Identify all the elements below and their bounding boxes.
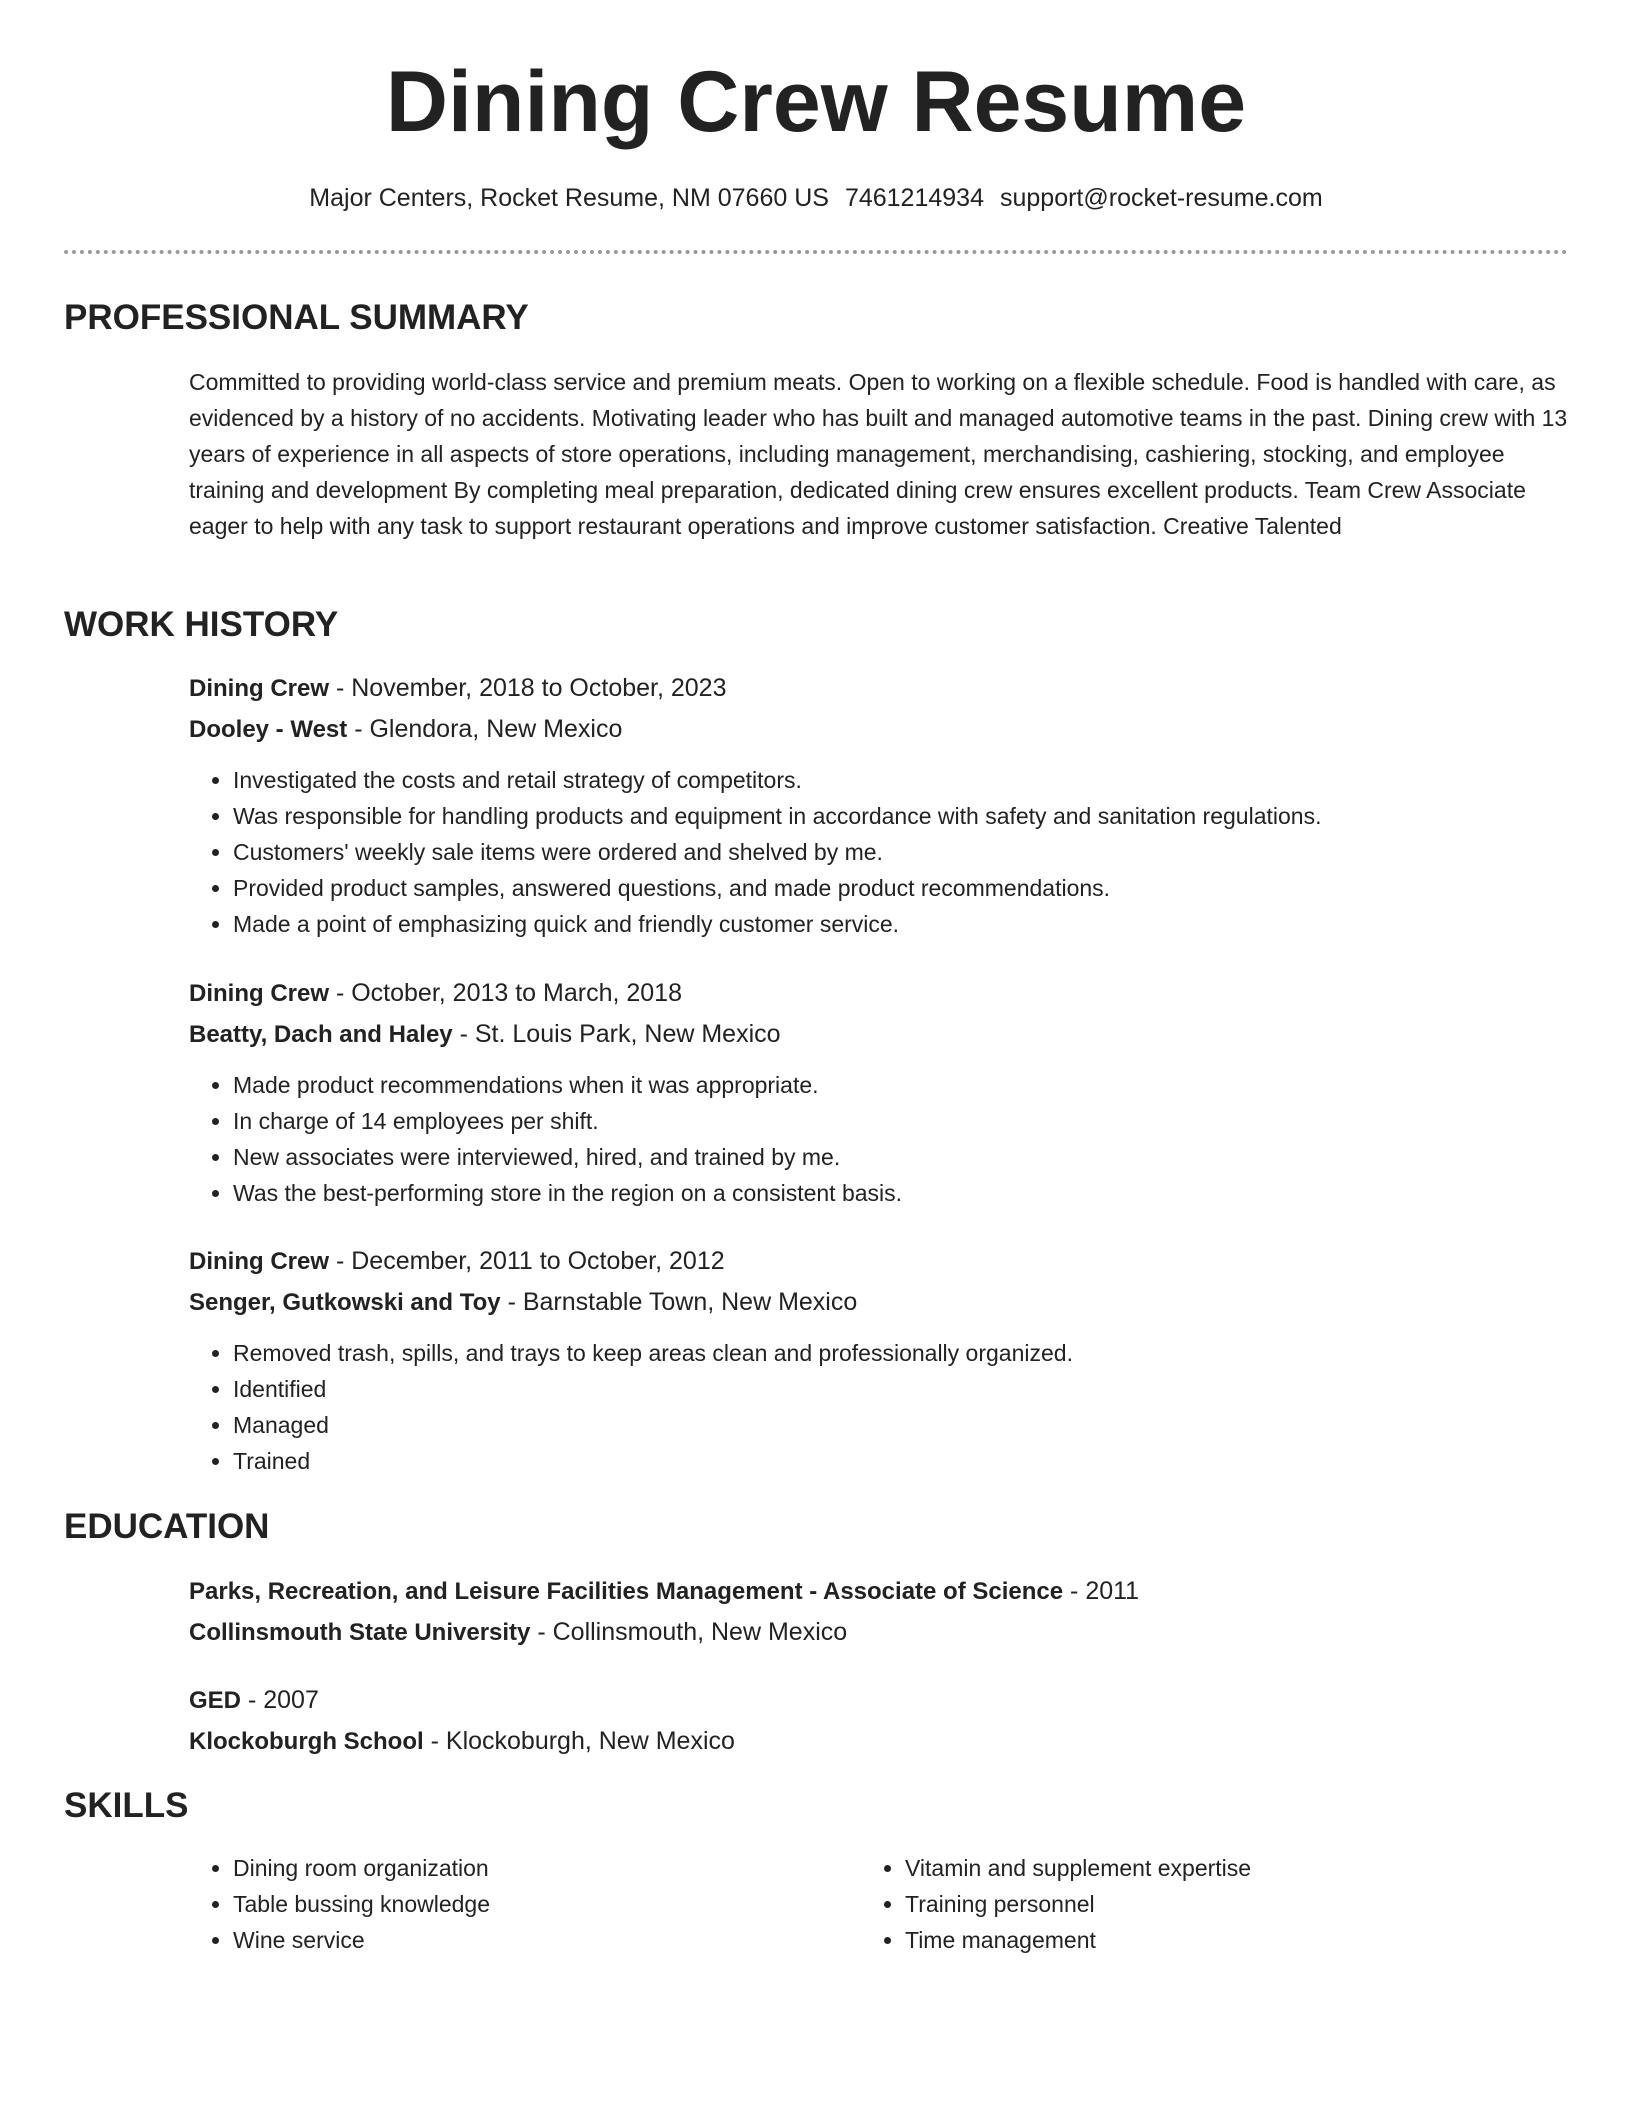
bullet-item: • Customers' weekly sale items were ordered and shelved by me. [233, 834, 1573, 870]
company-location: - Barnstable Town, New Mexico [500, 1288, 858, 1316]
bullet-item: • In charge of 14 employees per shift. [233, 1103, 1573, 1139]
degree-name: Parks, Recreation, and Leisure Facilities Management - Associate of Science [189, 1578, 1064, 1605]
degree-year: - 2011 [1063, 1577, 1140, 1605]
company-location: - Glendora, New Mexico [347, 715, 623, 743]
section-title-education: EDUCATION [64, 1507, 270, 1546]
work-entry [189, 1241, 1569, 1323]
work-entry [189, 668, 1569, 750]
contact-address: Major Centers, Rocket Resume, NM 07660 US [309, 184, 829, 212]
job-dates: - December, 2011 to October, 2012 [329, 1247, 725, 1275]
school-name: Klockoburgh School [189, 1728, 424, 1755]
work-bullets [189, 1067, 1573, 1211]
skill-item: • Time management [905, 1922, 1505, 1958]
job-title: Dining Crew [189, 1248, 330, 1275]
work-bullets [189, 1335, 1573, 1479]
job-title: Dining Crew [189, 980, 330, 1007]
education-degree-line [189, 1680, 1569, 1721]
job-title: Dining Crew [189, 675, 330, 702]
skill-item: • Vitamin and supplement expertise [905, 1850, 1505, 1886]
work-company-line [189, 1282, 1569, 1323]
work-title-line [189, 1241, 1569, 1282]
school-location: - Klockoburgh, New Mexico [423, 1727, 735, 1755]
bullet-item: • Made a point of emphasizing quick and friendly customer service. [233, 906, 1573, 942]
company-location: - St. Louis Park, New Mexico [452, 1020, 781, 1048]
bullet-item: • Trained [233, 1443, 1573, 1479]
job-dates: - November, 2018 to October, 2023 [329, 674, 727, 702]
bullet-item: • Made product recommendations when it was appropriate. [233, 1067, 1573, 1103]
education-school-line [189, 1612, 1569, 1653]
contact-phone: 7461214934 [844, 184, 984, 212]
work-company-line [189, 1014, 1569, 1055]
bullet-item: • Investigated the costs and retail strategy of competitors. [233, 762, 1573, 798]
skill-item: • Wine service [233, 1922, 833, 1958]
bullet-item: • Was the best-performing store in the region on a consistent basis. [233, 1175, 1573, 1211]
work-company-line [189, 709, 1569, 750]
contact-line [0, 180, 1632, 216]
education-school-line [189, 1721, 1569, 1762]
bullet-item: • Managed [233, 1407, 1573, 1443]
header-divider [64, 250, 1568, 254]
summary-text: Committed to providing world-class service and premium meats. Open to working on a flexible schedule. Food is handled with care, as evidenced by a history of no accidents. Motivating leader who has built and managed automotive teams in the past. Dining crew with 13 years of experience in all aspects of store operations, including management, merchandising, cashiering, stocking, and employee training and development By completing meal preparation, dedicated dining crew ensures excellent products. Team Crew Associate eager to help with any task to support restaurant operations and improve customer satisfaction. Creative Talented [189, 369, 1568, 539]
bullet-item: • Removed trash, spills, and trays to keep areas clean and professionally organized. [233, 1335, 1573, 1371]
contact-email: support@rocket-resume.com [999, 184, 1323, 212]
job-dates: - October, 2013 to March, 2018 [329, 979, 682, 1007]
skills-list-right [861, 1850, 1505, 1958]
section-title-work: WORK HISTORY [64, 605, 339, 644]
work-entry [189, 973, 1569, 1055]
section-title-summary: PROFESSIONAL SUMMARY [64, 298, 529, 337]
section-title-skills: SKILLS [64, 1786, 189, 1825]
work-bullets [189, 762, 1573, 942]
company-name: Dooley - West [189, 716, 348, 743]
skills-list-left [189, 1850, 833, 1958]
company-name: Senger, Gutkowski and Toy [189, 1289, 501, 1316]
resume-title: Dining Crew Resume [385, 54, 1247, 150]
bullet-item: • Provided product samples, answered questions, and made product recommendations. [233, 870, 1573, 906]
work-title-line [189, 668, 1569, 709]
skill-item: • Table bussing knowledge [233, 1886, 833, 1922]
bullet-item: • Was responsible for handling products and equipment in accordance with safety and sanitation regulations. [233, 798, 1573, 834]
education-degree-line [189, 1571, 1569, 1612]
company-name: Beatty, Dach and Haley [189, 1021, 453, 1048]
school-location: - Collinsmouth, New Mexico [530, 1618, 848, 1646]
bullet-item: • New associates were interviewed, hired, and trained by me. [233, 1139, 1573, 1175]
work-title-line [189, 973, 1569, 1014]
degree-year: - 2007 [241, 1686, 319, 1714]
skill-item: • Dining room organization [233, 1850, 833, 1886]
school-name: Collinsmouth State University [189, 1619, 531, 1646]
degree-name: GED [189, 1687, 242, 1714]
education-entry [189, 1680, 1569, 1762]
education-entry [189, 1571, 1569, 1653]
bullet-item: • Identified [233, 1371, 1573, 1407]
skill-item: • Training personnel [905, 1886, 1505, 1922]
